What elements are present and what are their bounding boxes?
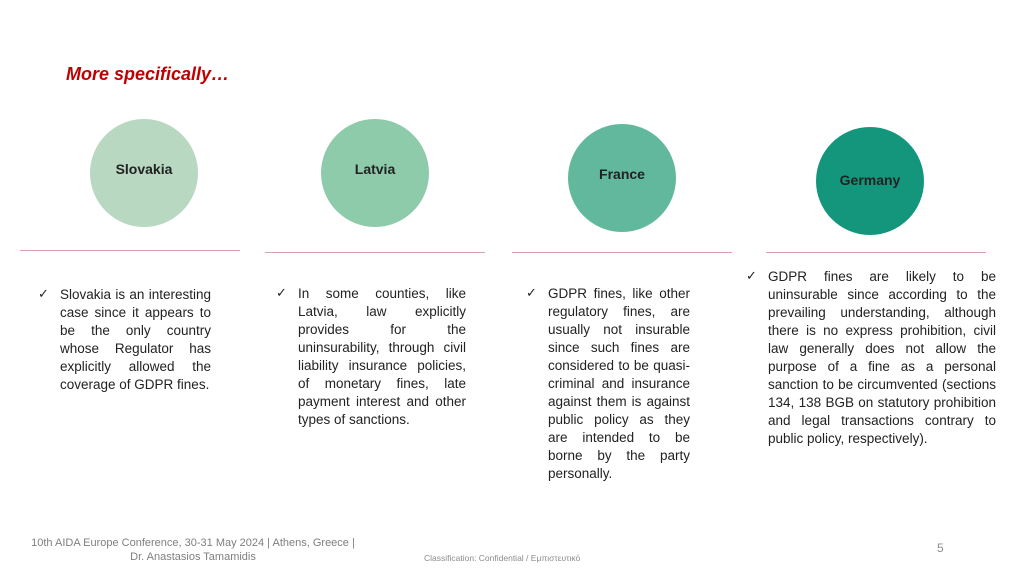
france-text: GDPR fines, like other regulatory fines, are usually not insurable since such fines are considered to be quasi-criminal and insurance against them is against public policy as they are intended to be borne by the party personally. (548, 286, 690, 481)
divider-latvia (265, 252, 485, 253)
divider-france (512, 252, 732, 253)
latvia-circle (321, 119, 429, 227)
page-number: 5 (937, 541, 944, 555)
check-icon: ✓ (276, 286, 287, 301)
france-circle (568, 124, 676, 232)
latvia-label: Latvia (354, 161, 396, 177)
check-icon: ✓ (746, 269, 757, 284)
check-icon: ✓ (526, 286, 537, 301)
slovakia-label: Slovakia (115, 161, 173, 177)
divider-slovakia (20, 250, 240, 251)
latvia-text: In some counties, like Latvia, law explicitly provides for the uninsurability, through civil liability insurance policies, of monetary fines, late payment interest and other types of sanctions. (298, 286, 466, 427)
france-bullet (526, 285, 690, 483)
germany-bullet (746, 268, 996, 448)
germany-text: GDPR fines are likely to be uninsurable since according to the prevailing understanding, although there is no express prohibition, civil law generally does not allow the purpose of a fine as a personal sanction to be circumvented (sections 134, 138 BGB on statutory prohibition and legal transactions contrary to public policy, respectively). (768, 269, 996, 446)
germany-label: Germany (839, 172, 901, 188)
slovakia-circle (90, 119, 198, 227)
slovakia-bullet (38, 286, 211, 394)
check-icon: ✓ (38, 287, 49, 302)
divider-germany (766, 252, 986, 253)
footer-classification: Classification: Confidential / Εμπιστευτικό (424, 553, 581, 563)
footer-conference: 10th AIDA Europe Conference, 30-31 May 2024 | Athens, Greece | Dr. Anastasios Tamamidis (31, 537, 355, 563)
slovakia-text: Slovakia is an interesting case since it appears to be the only country whose Regulator has explicitly allowed the coverage of GDPR fines. (60, 287, 211, 392)
latvia-bullet (276, 285, 466, 429)
slide-title: More specifically… (66, 64, 230, 84)
germany-circle (816, 127, 924, 235)
france-label: France (599, 166, 645, 182)
